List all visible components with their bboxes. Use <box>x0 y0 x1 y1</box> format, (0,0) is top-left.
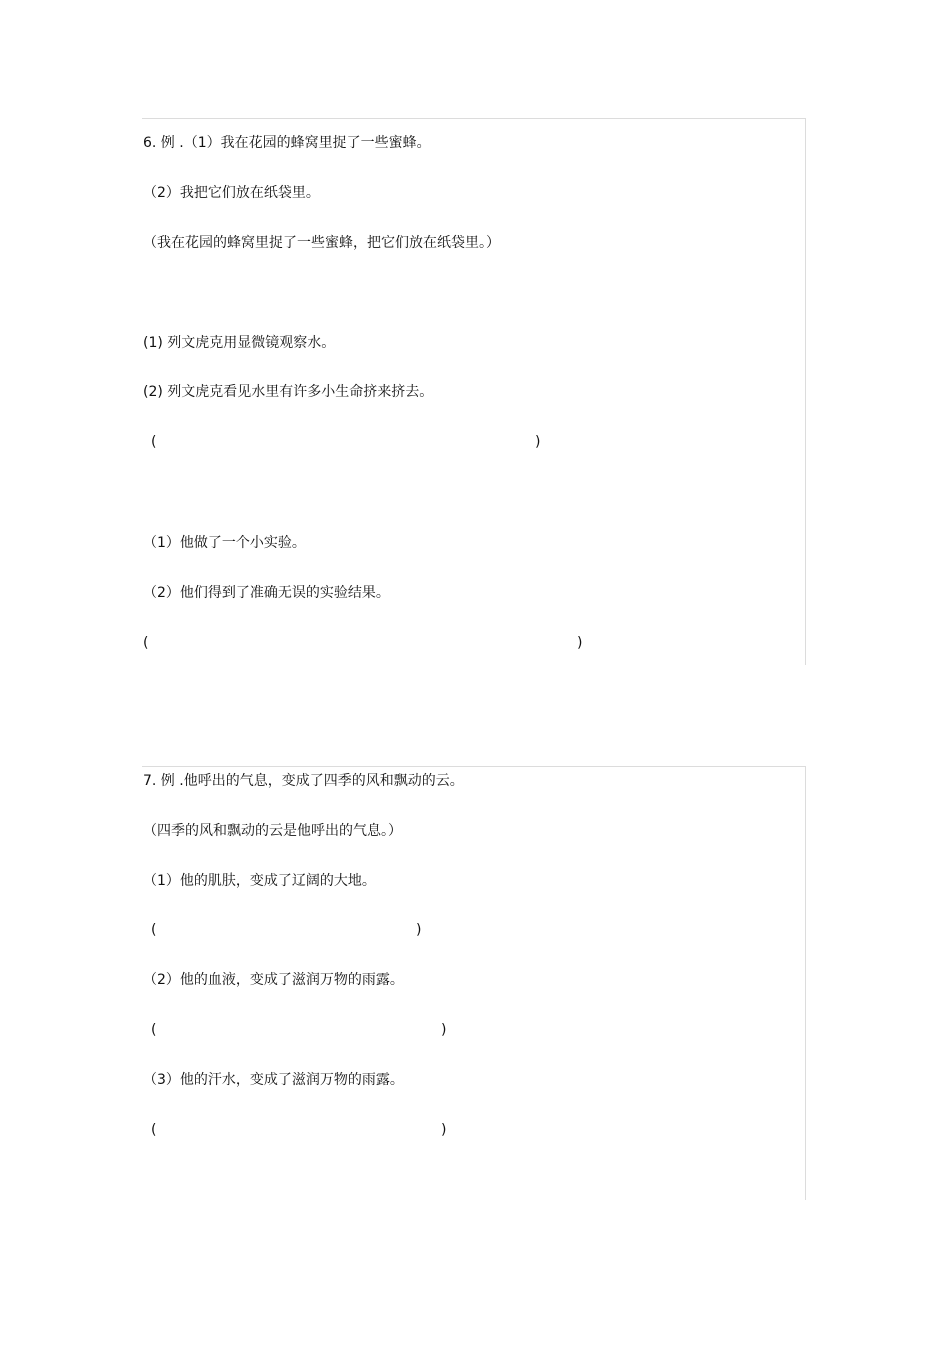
question-7-item-2-answer-blank[interactable] <box>151 1021 453 1039</box>
question-7-item-3: （3）他的汗水，变成了滋润万物的雨露。 <box>143 1072 404 1088</box>
question-6-a-sentence-1: (1) 列文虎克用显微镜观察水。 <box>143 335 336 351</box>
question-7-item-1: （1）他的肌肤，变成了辽阔的大地。 <box>143 873 376 889</box>
question-6-b-answer-blank[interactable] <box>143 634 585 652</box>
close-paren: ) <box>441 1022 447 1038</box>
open-paren: ( <box>151 922 157 938</box>
question-7-example-answer: （四季的风和飘动的云是他呼出的气息。） <box>143 823 402 839</box>
open-paren: ( <box>151 1022 157 1038</box>
question-6-b-sentence-2: （2）他们得到了准确无误的实验结果。 <box>143 585 390 601</box>
question-6-a-answer-blank[interactable] <box>151 433 543 451</box>
question-6-example-line-2: （2）我把它们放在纸袋里。 <box>143 185 320 201</box>
question-7-header: 7. 例 .他呼出的气息，变成了四季的风和飘动的云。 <box>143 773 464 789</box>
question-7-item-1-answer-blank[interactable] <box>151 921 427 939</box>
question-7-item-3-answer-blank[interactable] <box>151 1121 453 1139</box>
close-paren: ) <box>441 1122 447 1138</box>
question-6-b-sentence-1: （1）他做了一个小实验。 <box>143 535 306 551</box>
close-paren: ) <box>416 922 422 938</box>
question-6-header: 6. 例 .（1）我在花园的蜂窝里捉了一些蜜蜂。 <box>143 135 431 151</box>
open-paren: ( <box>151 434 157 450</box>
close-paren: ) <box>577 635 583 651</box>
close-paren: ) <box>535 434 541 450</box>
question-7-item-2: （2）他的血液，变成了滋润万物的雨露。 <box>143 972 404 988</box>
open-paren: ( <box>151 1122 157 1138</box>
question-6-example-answer: （我在花园的蜂窝里捉了一些蜜蜂，把它们放在纸袋里。） <box>143 235 500 251</box>
open-paren: ( <box>143 635 149 651</box>
question-6-a-sentence-2: (2) 列文虎克看见水里有许多小生命挤来挤去。 <box>143 384 434 400</box>
